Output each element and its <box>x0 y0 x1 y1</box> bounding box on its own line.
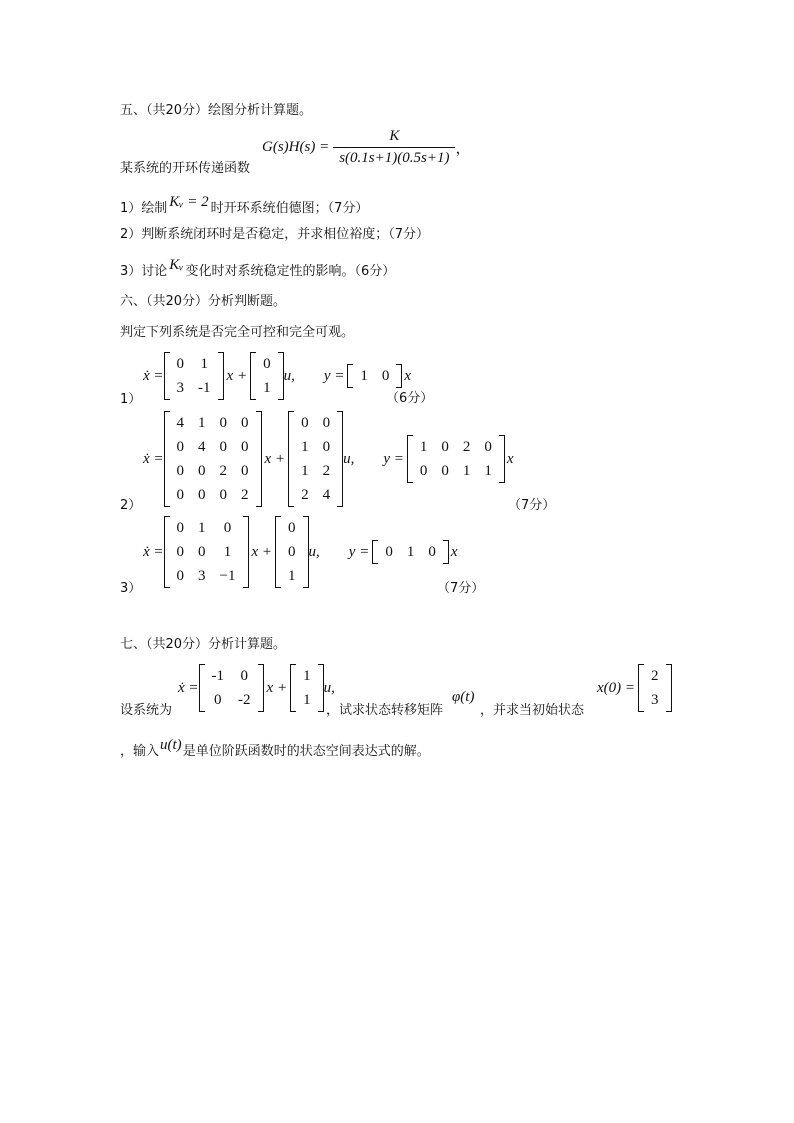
q3-prefix: 3）讨论 <box>120 264 168 279</box>
matrix-entry: 0 <box>288 520 296 536</box>
transfer-function <box>262 128 470 167</box>
matrix-row <box>294 435 337 459</box>
xdot-symbol: ẋ = <box>143 543 164 560</box>
matrix-entry: 0 <box>219 415 228 431</box>
matrix-entry: 1 <box>301 439 309 455</box>
matrix-entry: 1 <box>288 568 296 584</box>
matrix-row <box>281 540 303 564</box>
matrix-row <box>170 483 256 507</box>
matrix-A2 <box>164 411 262 507</box>
matrix-row <box>281 564 303 588</box>
matrix-entry: 0 <box>322 415 331 431</box>
matrix-C3 <box>372 540 449 564</box>
bracket-right <box>666 664 672 712</box>
u-symbol: u, <box>343 450 355 467</box>
matrix-row <box>294 483 337 507</box>
tail-suffix: 是单位阶跃函数时的状态空间表达式的解。 <box>182 744 430 759</box>
matrix-entry: 2 <box>651 668 659 684</box>
matrix-entry: 0 <box>214 692 222 708</box>
section7-mid-text: ，试求状态转移矩阵 <box>326 703 444 718</box>
section7-mid-text2: ，并求当初始状态 <box>480 703 585 718</box>
tf-denominator: s(0.1s+1)(0.5s+1) <box>333 147 455 167</box>
matrix-A1 <box>164 352 224 400</box>
matrix-entry: 1 <box>263 380 271 396</box>
matrix-entry: 0 <box>176 520 185 536</box>
matrix-entry: 0 <box>381 368 390 384</box>
matrix-entry: 2 <box>462 439 471 455</box>
section5-q1 <box>120 194 369 217</box>
matrix-entry: 0 <box>241 439 249 455</box>
section6-intro: 判定下列系统是否完全可控和完全可观。 <box>120 325 355 340</box>
system3-label: 3） <box>120 581 142 596</box>
matrix-entry: 0 <box>385 544 393 560</box>
system1-points: （6分） <box>386 391 434 406</box>
u-symbol: u, <box>308 543 320 560</box>
section7-intro: 设系统为 <box>120 703 173 718</box>
matrix-entry: -2 <box>238 692 251 708</box>
matrix-entry: 1 <box>223 544 232 560</box>
y-symbol: y = <box>383 450 404 467</box>
system1-equation <box>143 352 411 400</box>
matrix-entry: 0 <box>428 544 436 560</box>
tf-fraction <box>333 128 455 167</box>
matrix-entry: 0 <box>176 356 185 372</box>
matrix-entry: 0 <box>219 487 228 503</box>
matrix-row <box>644 664 666 688</box>
matrix-row <box>353 364 396 388</box>
matrix-body <box>294 411 337 507</box>
matrix-entry: 0 <box>288 544 296 560</box>
matrix-entry: 0 <box>198 487 206 503</box>
matrix-entry: 3 <box>176 380 185 396</box>
x-symbol: x <box>404 367 412 384</box>
q1-prefix: 1）绘制 <box>120 201 168 216</box>
section5-q2: 2）判断系统闭环时是否稳定，并求相位裕度；（7分） <box>120 227 430 242</box>
q1-kv: Kᵥ = 2 <box>169 194 209 210</box>
u-symbol: u, <box>323 679 335 696</box>
xdot-symbol: ẋ = <box>143 367 164 384</box>
matrix-entry: 0 <box>219 439 228 455</box>
section7-tail <box>120 737 430 760</box>
q1-suffix: 时开环系统伯德图；（7分） <box>210 201 369 216</box>
matrix-row <box>170 459 256 483</box>
initial-state <box>594 664 672 712</box>
matrix-entry: 1 <box>198 415 206 431</box>
matrix-C2 <box>407 435 505 483</box>
y-symbol: y = <box>323 367 345 384</box>
matrix-C1 <box>347 364 402 388</box>
matrix-entry: 0 <box>241 415 249 431</box>
matrix-B3 <box>275 516 309 588</box>
x-symbol: x <box>450 543 458 560</box>
matrix-B7 <box>290 664 324 712</box>
section5-heading: 五、（共20分）绘图分析计算题。 <box>120 103 313 118</box>
matrix-entry: 1 <box>200 356 209 372</box>
matrix-entry: 0 <box>441 463 449 479</box>
matrix-row <box>170 411 256 435</box>
matrix-entry: 0 <box>176 568 185 584</box>
matrix-row <box>205 664 258 688</box>
matrix-body <box>205 664 258 712</box>
matrix-entry: 0 <box>223 520 232 536</box>
system3-points: （7分） <box>437 581 485 596</box>
matrix-body <box>170 516 243 588</box>
matrix-entry: 0 <box>176 487 185 503</box>
phi-symbol: φ(t) <box>452 689 475 705</box>
x-plus: x + <box>251 543 273 560</box>
matrix-row <box>170 516 243 540</box>
matrix-body <box>644 664 666 712</box>
tail-prefix: ，输入 <box>120 744 160 759</box>
tf-numerator: K <box>389 128 400 144</box>
system3-equation <box>143 516 457 588</box>
matrix-entry: 4 <box>322 487 331 503</box>
matrix-entry: 1 <box>484 463 492 479</box>
section5-intro: 某系统的开环传递函数 <box>120 161 251 176</box>
matrix-B1 <box>250 352 284 400</box>
matrix-entry: 0 <box>322 439 331 455</box>
matrix-entry: 3 <box>651 692 659 708</box>
matrix-entry: 1 <box>198 520 206 536</box>
matrix-entry: 2 <box>241 487 249 503</box>
matrix-body <box>378 540 443 564</box>
matrix-row <box>256 352 278 376</box>
matrix-entry: 1 <box>360 368 368 384</box>
system2-equation <box>143 411 514 507</box>
matrix-row <box>413 459 499 483</box>
matrix-row <box>378 540 443 564</box>
matrix-entry: 3 <box>198 568 206 584</box>
matrix-entry: 2 <box>301 487 309 503</box>
matrix-entry: 1 <box>303 692 311 708</box>
matrix-row <box>170 435 256 459</box>
u-of-t: u(t) <box>160 737 182 753</box>
x-plus: x + <box>266 679 288 696</box>
matrix-row <box>644 688 666 712</box>
tf-tail: ， <box>455 141 471 157</box>
matrix-entry: 4 <box>176 415 185 431</box>
matrix-entry: 1 <box>462 463 471 479</box>
x-plus: x + <box>226 367 248 384</box>
matrix-row <box>294 459 337 483</box>
matrix-entry: 0 <box>176 463 185 479</box>
system1-label: 1） <box>120 392 142 407</box>
matrix-x0 <box>638 664 672 712</box>
matrix-entry: 2 <box>219 463 228 479</box>
system2-label: 2） <box>120 498 142 513</box>
matrix-entry: 0 <box>176 544 185 560</box>
matrix-body <box>281 516 303 588</box>
u-symbol: u, <box>283 367 295 384</box>
matrix-entry: 0 <box>240 668 249 684</box>
matrix-row <box>170 376 218 400</box>
bracket-right <box>499 435 505 483</box>
matrix-row <box>170 352 218 376</box>
matrix-row <box>281 516 303 540</box>
matrix-row <box>170 564 243 588</box>
matrix-row <box>413 435 499 459</box>
matrix-entry: 4 <box>198 439 206 455</box>
matrix-entry: 1 <box>406 544 415 560</box>
matrix-body <box>170 352 218 400</box>
x0-lhs: x(0) = <box>597 679 636 696</box>
x-plus: x + <box>264 450 286 467</box>
matrix-row <box>294 411 337 435</box>
matrix-body <box>353 364 396 388</box>
q3-suffix: 变化时对系统稳定性的影响。（6分） <box>185 264 396 279</box>
section5-q3 <box>120 257 396 280</box>
matrix-entry: 1 <box>303 668 311 684</box>
matrix-A3 <box>164 516 249 588</box>
section6-heading: 六、（共20分）分析判断题。 <box>120 294 287 309</box>
matrix-entry: 1 <box>419 439 428 455</box>
matrix-row <box>296 664 318 688</box>
system2-points: （7分） <box>508 498 556 513</box>
matrix-body <box>296 664 318 712</box>
matrix-entry: 0 <box>241 463 249 479</box>
matrix-entry: 1 <box>301 463 309 479</box>
bracket-right <box>396 364 402 388</box>
matrix-entry: -1 <box>198 380 211 396</box>
xdot-symbol: ẋ = <box>178 679 199 696</box>
bracket-right <box>443 540 449 564</box>
matrix-row <box>296 688 318 712</box>
xdot-symbol: ẋ = <box>143 450 164 467</box>
q3-kv: Kᵥ <box>169 257 184 273</box>
matrix-body <box>256 352 278 400</box>
matrix-entry: 0 <box>176 439 185 455</box>
matrix-A7 <box>199 664 264 712</box>
section7-equation <box>178 664 335 712</box>
matrix-row <box>256 376 278 400</box>
tf-lhs: G(s)H(s) = <box>262 139 330 155</box>
matrix-entry: −1 <box>219 568 236 584</box>
matrix-body <box>413 435 499 483</box>
matrix-entry: -1 <box>211 668 225 684</box>
matrix-entry: 0 <box>198 463 206 479</box>
x-symbol: x <box>506 450 514 467</box>
matrix-entry: 0 <box>301 415 309 431</box>
matrix-entry: 0 <box>441 439 449 455</box>
matrix-row <box>170 540 243 564</box>
y-symbol: y = <box>348 543 370 560</box>
matrix-row <box>205 688 258 712</box>
matrix-entry: 0 <box>419 463 428 479</box>
matrix-B2 <box>288 411 343 507</box>
matrix-entry: 0 <box>484 439 492 455</box>
matrix-entry: 0 <box>198 544 206 560</box>
matrix-body <box>170 411 256 507</box>
matrix-entry: 0 <box>263 356 271 372</box>
matrix-entry: 2 <box>322 463 331 479</box>
section7-heading: 七、（共20分）分析计算题。 <box>120 637 287 652</box>
